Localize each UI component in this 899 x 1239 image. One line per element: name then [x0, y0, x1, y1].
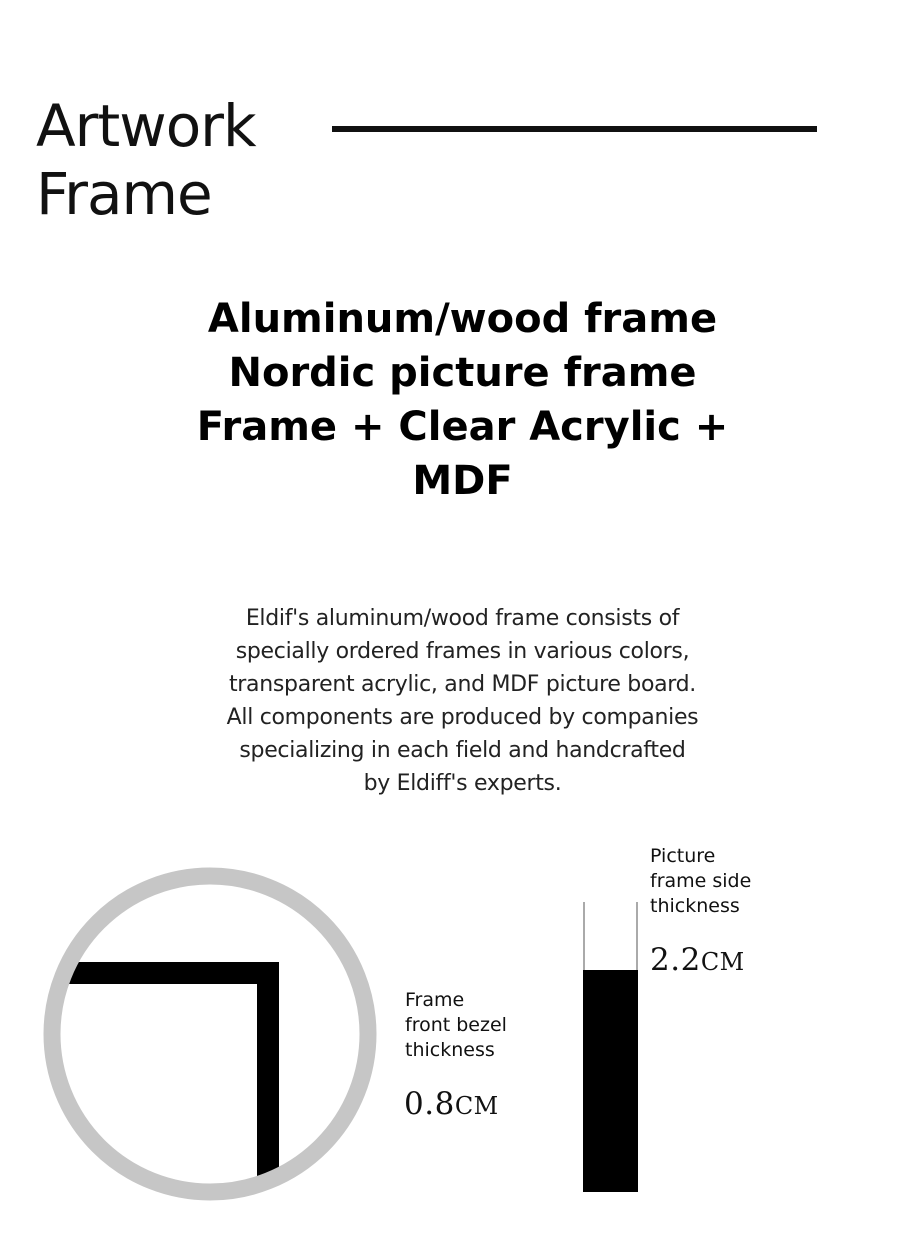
frame-side-profile-block	[583, 970, 638, 1192]
front-bezel-label-line-2: front bezel	[405, 1014, 507, 1036]
brand-title-line-2: Frame	[36, 160, 212, 228]
product-title-line-4: MDF	[412, 458, 513, 504]
frame-side-profile-illustration	[582, 902, 640, 1192]
front-bezel-value-unit: CM	[454, 1092, 499, 1120]
side-thickness-label	[650, 844, 751, 919]
front-bezel-label-line-1: Frame	[405, 989, 465, 1011]
side-thickness-value-number: 2.2	[650, 942, 701, 978]
side-thickness-label-line-1: Picture	[650, 845, 716, 867]
frame-corner-closeup-illustration	[36, 862, 384, 1207]
description-line-6: by Eldiff's experts.	[363, 771, 562, 796]
brand-title	[36, 92, 256, 228]
brand-title-line-1: Artwork	[36, 92, 256, 160]
description-line-4: All components are produced by companies	[226, 705, 699, 730]
brand-divider-line	[332, 126, 817, 132]
side-thickness-label-line-2: frame side	[650, 870, 752, 892]
front-bezel-value	[404, 1084, 499, 1126]
product-title	[150, 292, 775, 508]
description-line-5: specializing in each field and handcrafted	[239, 738, 686, 763]
description-line-3: transparent acrylic, and MDF picture board.	[228, 672, 697, 697]
front-bezel-label-line-3: thickness	[405, 1039, 495, 1061]
side-thickness-value-unit: CM	[700, 948, 745, 976]
product-title-line-1: Aluminum/wood frame	[207, 296, 718, 342]
side-thickness-label-line-3: thickness	[650, 895, 740, 917]
product-title-line-2: Nordic picture frame	[228, 350, 697, 396]
front-bezel-value-number: 0.8	[404, 1086, 455, 1122]
product-description	[140, 602, 785, 800]
description-line-2: specially ordered frames in various colors,	[235, 639, 690, 664]
description-line-1: Eldif's aluminum/wood frame consists of	[245, 606, 680, 631]
side-thickness-value	[650, 940, 745, 982]
front-bezel-label	[405, 988, 507, 1063]
product-title-line-3: Frame + Clear Acrylic +	[196, 404, 729, 450]
